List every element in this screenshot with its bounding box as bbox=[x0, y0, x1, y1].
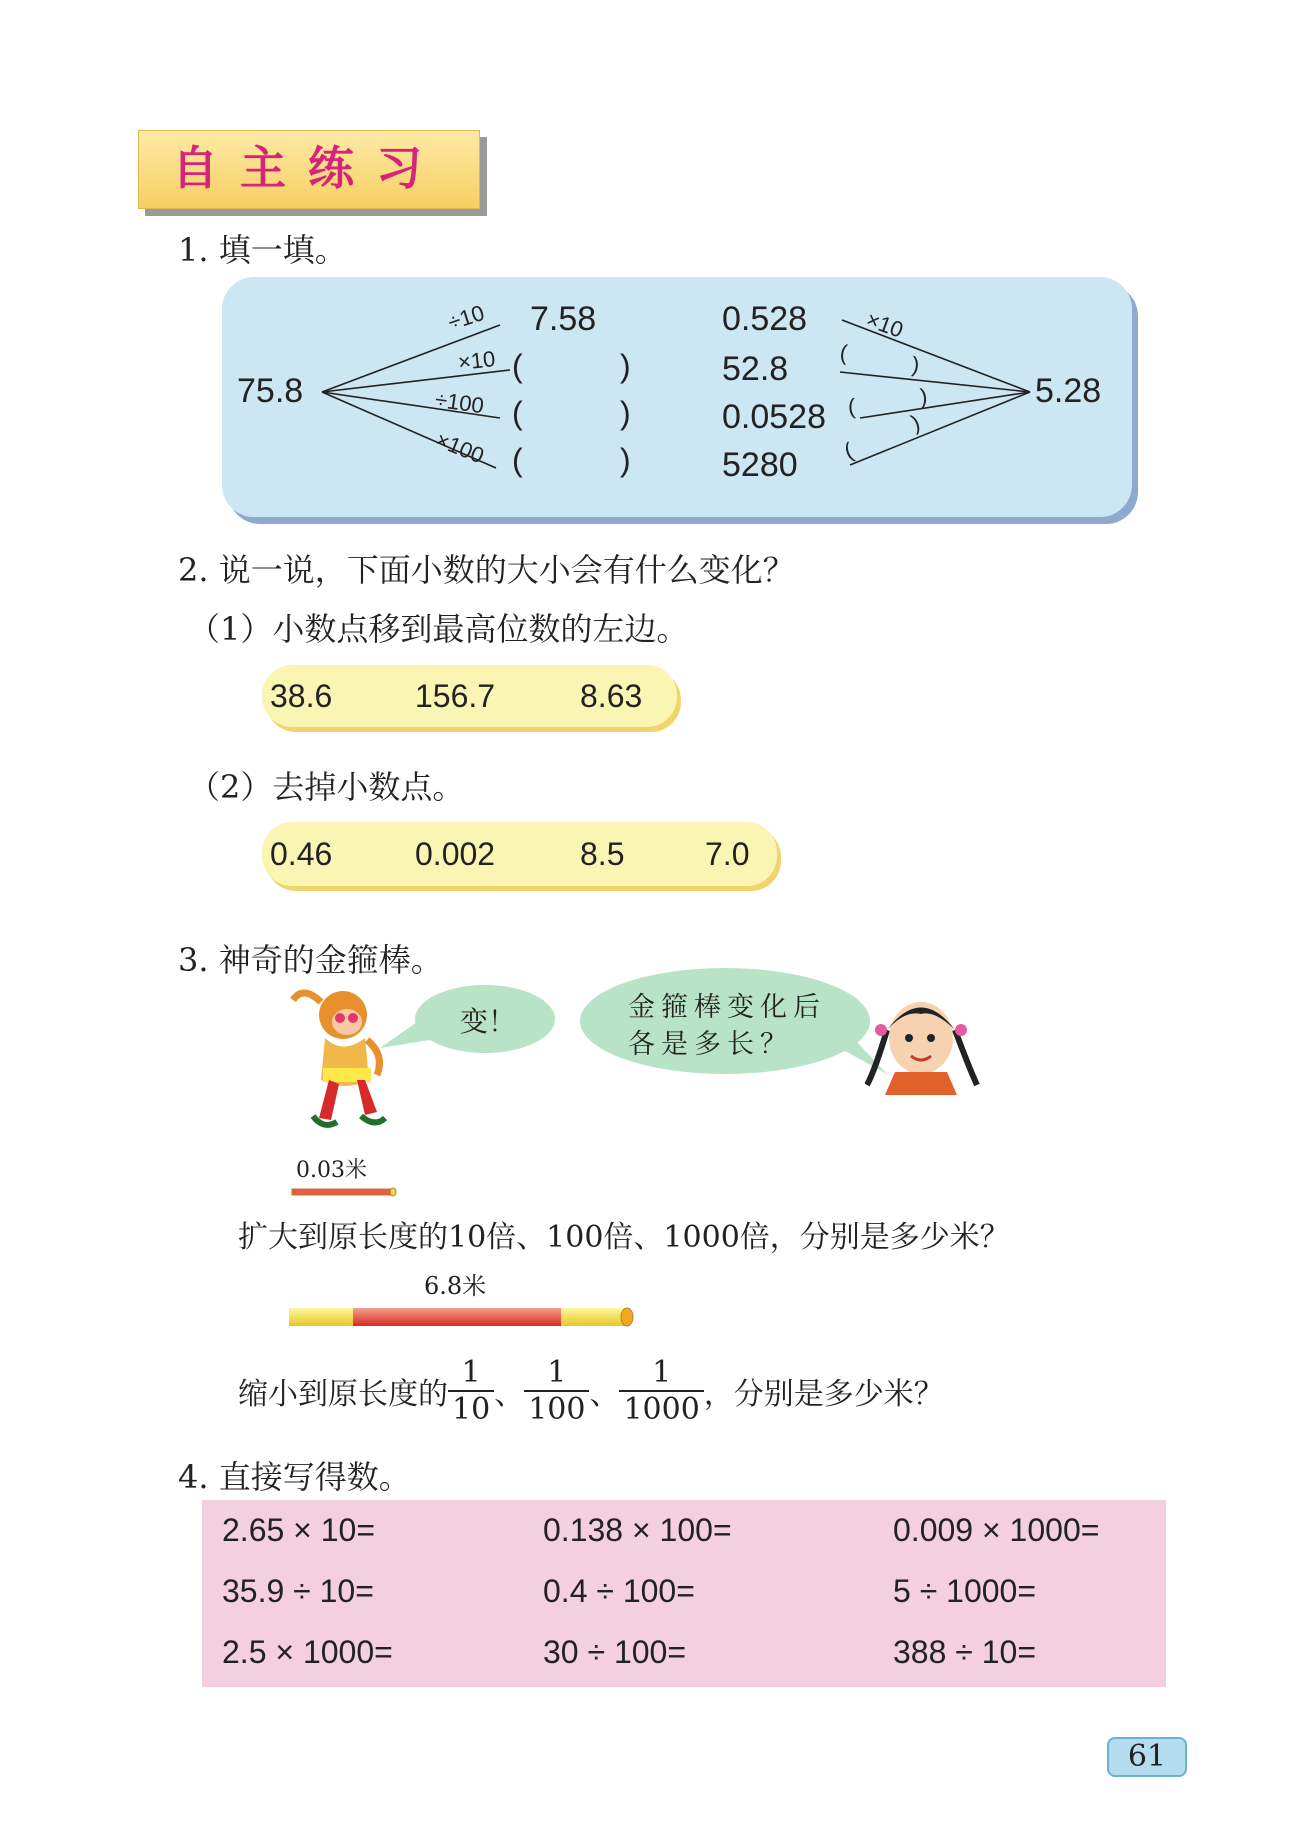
calc-r3-c3: 388 ÷ 10= bbox=[893, 1634, 1037, 1670]
line-right-4 bbox=[850, 392, 1030, 465]
line-right-2 bbox=[840, 372, 1030, 392]
girl-speech-line1: 金箍棒变化后 bbox=[628, 992, 826, 1023]
q3-question-2 bbox=[238, 1355, 944, 1427]
q2-part2-label: （2）去掉小数点。 bbox=[188, 768, 465, 806]
q2-part2-value-1: 0.46 bbox=[270, 836, 333, 872]
q2-part1-label: （1）小数点移到最高位数的左边。 bbox=[188, 610, 689, 648]
q2-part2-box bbox=[262, 822, 777, 886]
calc-r1-c3: 0.009 × 1000= bbox=[893, 1512, 1100, 1548]
monkey-bubble-tail bbox=[380, 1020, 430, 1050]
right-value-4: 5280 bbox=[722, 446, 798, 484]
fraction-1-100-denominator: 100 bbox=[528, 1392, 586, 1427]
page-number: 61 bbox=[1107, 1737, 1187, 1777]
op-div10: ÷10 bbox=[444, 299, 488, 336]
q2-title: 2. 说一说，下面小数的大小会有什么变化？ bbox=[178, 551, 795, 589]
calc-r1-c1: 2.65 × 10= bbox=[222, 1512, 376, 1548]
q4-title: 4. 直接写得数。 bbox=[178, 1458, 411, 1496]
right-paren-close-1: ) bbox=[910, 351, 921, 378]
calc-r2-c2: 0.4 ÷ 100= bbox=[543, 1573, 695, 1609]
right-value-1: 0.528 bbox=[722, 300, 808, 338]
q3-question-1: 扩大到原长度的10倍、100倍、1000倍，分别是多少米？ bbox=[238, 1220, 1010, 1255]
right-paren-open-2: ( bbox=[847, 393, 857, 420]
monkey-speech-text: 变！ bbox=[460, 1005, 517, 1038]
right-value-2: 52.8 bbox=[722, 350, 789, 388]
q3-title: 3. 神奇的金箍棒。 bbox=[178, 941, 443, 979]
result-7-58: 7.58 bbox=[530, 300, 597, 338]
q1-title: 1. 填一填。 bbox=[178, 231, 347, 269]
fraction-1-1000-denominator: 1000 bbox=[623, 1392, 700, 1427]
q2-part1-value-1: 38.6 bbox=[270, 678, 333, 714]
monkey-king-illustration bbox=[285, 980, 395, 1130]
long-stick-label: 6.8米 bbox=[424, 1272, 487, 1300]
q3-question-2-suffix: ，分别是多少米？ bbox=[703, 1377, 944, 1412]
q2-part1-value-3: 8.63 bbox=[580, 678, 643, 714]
paren-open-2: ( bbox=[512, 395, 523, 431]
q2-part2-value-2: 0.002 bbox=[415, 836, 496, 872]
calc-r3-c1: 2.5 × 1000= bbox=[222, 1634, 393, 1670]
op-mul100: ×100 bbox=[432, 426, 488, 469]
calc-r2-c1: 35.9 ÷ 10= bbox=[222, 1573, 374, 1609]
calc-r3-c2: 30 ÷ 100= bbox=[543, 1634, 687, 1670]
separator-1: 、 bbox=[494, 1377, 525, 1412]
q3-question-2-prefix: 缩小到原长度的 bbox=[238, 1377, 448, 1412]
paren-close-3: ) bbox=[620, 442, 631, 478]
right-paren-close-2: ) bbox=[919, 383, 929, 410]
girl-illustration bbox=[865, 990, 980, 1095]
op-div100: ÷100 bbox=[433, 386, 486, 419]
right-paren-open-3: ( bbox=[840, 437, 857, 464]
section-title: 自主练习 bbox=[172, 141, 444, 195]
short-stick bbox=[290, 1187, 400, 1199]
right-paren-close-3: ) bbox=[907, 409, 924, 436]
calc-r1-c2: 0.138 × 100= bbox=[543, 1512, 732, 1548]
fraction-1-10-numerator: 1 bbox=[448, 1355, 494, 1392]
long-stick bbox=[287, 1304, 647, 1332]
fraction-1-1000-numerator: 1 bbox=[619, 1355, 703, 1392]
paren-close-2: ) bbox=[620, 395, 631, 431]
girl-speech-line2: 各是多长？ bbox=[628, 1029, 793, 1060]
q2-part1-value-2: 156.7 bbox=[415, 678, 496, 714]
op-right-mul10: ×10 bbox=[863, 306, 907, 343]
fraction-1-10 bbox=[448, 1355, 494, 1427]
short-stick-label: 0.03米 bbox=[296, 1158, 367, 1183]
fraction-1-100 bbox=[524, 1355, 589, 1427]
paren-open-1: ( bbox=[512, 348, 523, 384]
line-right-3 bbox=[860, 392, 1030, 418]
op-mul10: ×10 bbox=[456, 346, 497, 375]
calc-r2-c3: 5 ÷ 1000= bbox=[893, 1573, 1037, 1609]
q2-part2-value-4: 7.0 bbox=[705, 836, 750, 872]
fraction-1-100-numerator: 1 bbox=[524, 1355, 589, 1392]
right-value-3: 0.0528 bbox=[722, 398, 826, 436]
q2-part2-value-3: 8.5 bbox=[580, 836, 625, 872]
separator-2: 、 bbox=[589, 1377, 620, 1412]
q1-start-value: 75.8 bbox=[237, 372, 304, 410]
fraction-1-10-denominator: 10 bbox=[452, 1392, 491, 1427]
fraction-1-1000 bbox=[619, 1355, 703, 1427]
paren-open-3: ( bbox=[512, 442, 523, 478]
right-paren-open-1: ( bbox=[838, 339, 849, 366]
paren-close-1: ) bbox=[620, 348, 631, 384]
right-end-value: 5.28 bbox=[1035, 372, 1102, 410]
